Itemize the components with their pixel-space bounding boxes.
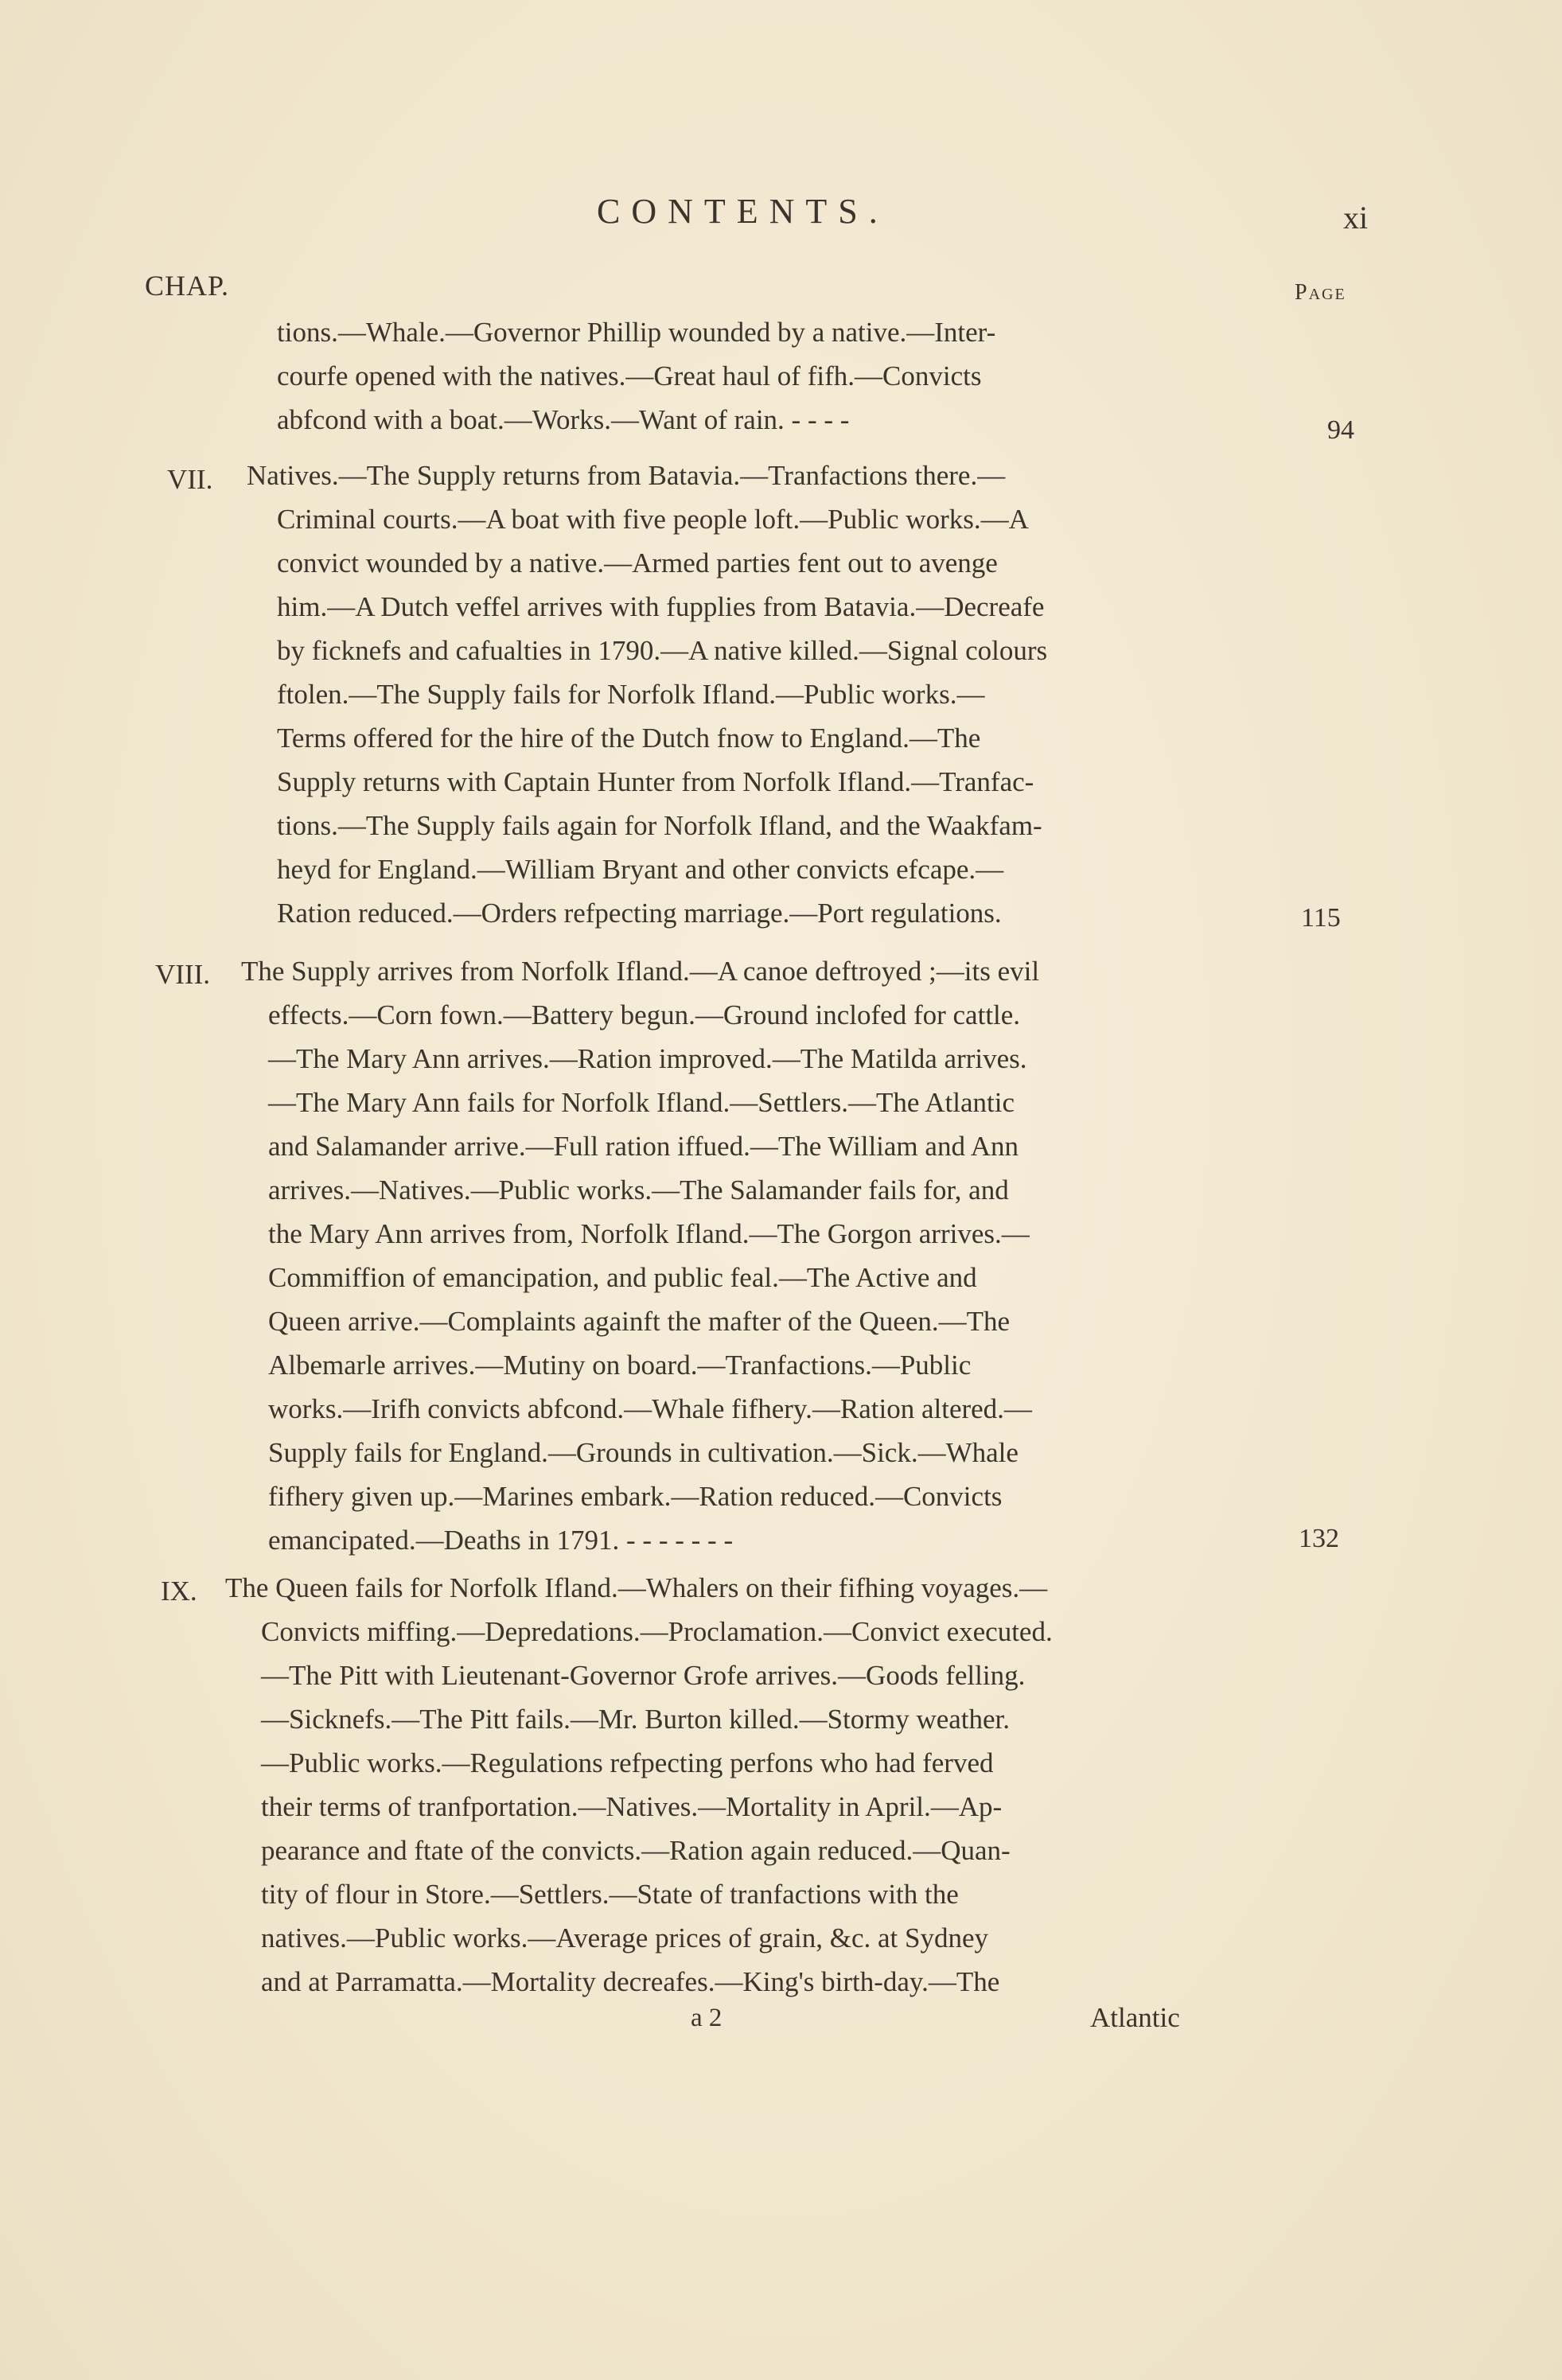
entry-line: Ration reduced.—Orders refpecting marriage.—Port regulations. <box>277 898 1002 929</box>
chapter-number: VIII. <box>155 959 210 990</box>
entry-line: Queen arrive.—Complaints againft the mafter of the Queen.—The <box>268 1306 1011 1337</box>
entry-line: pearance and ftate of the convicts.—Ration again reduced.—Quan- <box>261 1835 1011 1866</box>
entry-line: —The Mary Ann fails for Norfolk Ifland.—Settlers.—The Atlantic <box>268 1087 1015 1118</box>
entry-line: arrives.—Natives.—Public works.—The Salamander fails for, and <box>268 1174 1009 1206</box>
entry-line: —Public works.—Regulations refpecting perfons who had ferved <box>261 1747 994 1778</box>
entry-line: emancipated.—Deaths in 1791. - - - - - - - <box>268 1525 734 1556</box>
entry-line: tions.—Whale.—Governor Phillip wounded by a native.—Inter- <box>277 317 996 348</box>
entry-line: and at Parramatta.—Mortality decreafes.—King's birth-day.—The <box>261 1966 1000 1997</box>
entry-line: Terms offered for the hire of the Dutch fnow to England.—The <box>277 723 981 754</box>
entry-line: —The Mary Ann arrives.—Ration improved.—The Matilda arrives. <box>268 1043 1027 1074</box>
entry-line: him.—A Dutch veffel arrives with fupplies from Batavia.—Decreafe <box>277 591 1045 622</box>
entry-line: convict wounded by a native.—Armed parties fent out to avenge <box>277 547 998 578</box>
entry-page-number: 94 <box>1327 415 1354 445</box>
entry-line: courfe opened with the natives.—Great haul of fifh.—Convicts <box>277 360 982 391</box>
entry-line: the Mary Ann arrives from, Norfolk Ifland.—The Gorgon arrives.— <box>268 1218 1030 1249</box>
entry-line: Convicts miffing.—Depredations.—Proclamation.—Convict executed. <box>261 1616 1053 1647</box>
chap-column-heading: CHAP. <box>145 270 230 302</box>
entry-line: Criminal courts.—A boat with five people loft.—Public works.—A <box>277 504 1029 535</box>
catchword: Atlantic <box>1090 2002 1180 2033</box>
entry-line: ftolen.—The Supply fails for Norfolk Ifland.—Public works.— <box>277 679 985 710</box>
entry-line: Natives.—The Supply returns from Batavia.—Tranfactions there.— <box>247 460 1006 491</box>
entry-line: Supply fails for England.—Grounds in cultivation.—Sick.—Whale <box>268 1437 1019 1468</box>
entry-line: The Supply arrives from Norfolk Ifland.—A canoe deftroyed ;—its evil <box>241 956 1040 987</box>
entry-line: fifhery given up.—Marines embark.—Ration reduced.—Convicts <box>268 1481 1003 1512</box>
entry-line: natives.—Public works.—Average prices of grain, &c. at Sydney <box>261 1922 988 1953</box>
entry-line: The Queen fails for Norfolk Ifland.—Whalers on their fifhing voyages.— <box>225 1572 1048 1603</box>
folio-number: xi <box>1343 200 1369 236</box>
entry-line: —Sicknefs.—The Pitt fails.—Mr. Burton killed.—Stormy weather. <box>261 1704 1011 1735</box>
chapter-number: IX. <box>161 1576 197 1607</box>
entry-line: Commiffion of emancipation, and public feal.—The Active and <box>268 1262 977 1293</box>
chapter-number: VII. <box>167 464 213 495</box>
entry-line: Supply returns with Captain Hunter from Norfolk Ifland.—Tranfac- <box>277 766 1034 797</box>
entry-line: Albemarle arrives.—Mutiny on board.—Tranfactions.—Public <box>268 1350 972 1381</box>
entry-line: —The Pitt with Lieutenant-Governor Grofe arrives.—Goods felling. <box>261 1660 1026 1691</box>
entry-page-number: 115 <box>1301 903 1341 933</box>
entry-line: tity of flour in Store.—Settlers.—State of tranfactions with the <box>261 1879 959 1910</box>
signature-mark: a 2 <box>691 2004 723 2032</box>
entry-line: tions.—The Supply fails again for Norfolk Ifland, and the Waakfam- <box>277 810 1042 841</box>
entry-page-number: 132 <box>1299 1524 1339 1553</box>
entry-line: and Salamander arrive.—Full ration iffued.—The William and Ann <box>268 1131 1019 1162</box>
entry-line: by ficknefs and cafualties in 1790.—A native killed.—Signal colours <box>277 635 1048 666</box>
entry-line: heyd for England.—William Bryant and other convicts efcape.— <box>277 854 1004 885</box>
running-title: CONTENTS. <box>597 192 889 231</box>
entry-line: their terms of tranfportation.—Natives.—Mortality in April.—Ap- <box>261 1791 1003 1822</box>
entry-line: works.—Irifh convicts abfcond.—Whale fifhery.—Ration altered.— <box>268 1393 1032 1424</box>
entry-line: effects.—Corn fown.—Battery begun.—Ground inclofed for cattle. <box>268 999 1021 1030</box>
page-column-heading: Page <box>1295 280 1346 305</box>
entry-line: abfcond with a boat.—Works.—Want of rain. - - - - <box>277 404 850 435</box>
